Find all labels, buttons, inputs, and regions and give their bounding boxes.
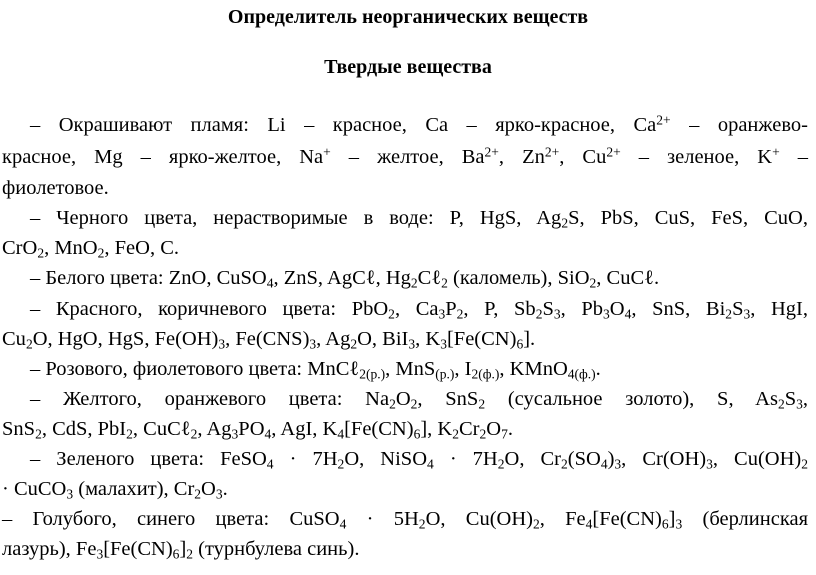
text-line: красное, Mg – ярко-желтое, Na+ – желтое, $Ba^{2+}$, $Zn^{2+}$, $Cu^{2+}$ – зеленое, K+ –	[2, 144, 808, 168]
text-line: · CuCO$_3$ (малахит), $Cr_2O_3$.	[2, 478, 228, 502]
text-line: SnS$_2$, CdS, PbI$_2$, CuCℓ$_2$, $Ag_3PO_4$, AgI, $K_4[Fe(CN)_6]$, $K_2Cr_2O_7$.	[2, 418, 513, 442]
page-title: Определитель неорганических веществ	[227, 6, 589, 28]
text-line: – Зеленого цвета: FeSO$_4$ · $7H_2O$, NiSO$_4$ · $7H_2O$, $Cr_2(SO_4)_3$, $Cr(OH)_3$, $Cu(OH)_2$	[30, 448, 808, 472]
text-line: – Окрашивают пламя: Li – красное, Ca – ярко-красное, $Ca^{2+}$ – оранжево-	[30, 112, 808, 136]
text-line: – Голубого, синего цвета: CuSO$_4$ · $5H_2O$, $Cu(OH)_2$, $Fe_4[Fe(CN)_6]_3$ (берлинская	[2, 508, 809, 532]
text-line: фиолетовое.	[2, 177, 109, 199]
text-line: лазурь), $Fe_3[Fe(CN)_6]_2$ (турнбулева синь).	[2, 538, 360, 562]
text-line: – Черного цвета, нерастворимые в воде: P, HgS, $Ag_2S$, PbS, CuS, FeS, CuO,	[30, 207, 808, 231]
text-line: – Белого цвета: ZnO, CuSO$_4$, ZnS, AgCℓ, $Hg_2C\ell_2$ (каломель), SiO$_2$, CuCℓ.	[30, 267, 660, 291]
text-line: – Розового, фиолетового цвета: MnCℓ$_{2(р.)}$, MnS$_{(р.)}$, $I_{2(ф.)}$, KMnO$_{4(ф.)}$.	[30, 358, 601, 382]
text-line: – Желтого, оранжевого цвета: $Na_2O_2$, SnS$_2$ (сусальное золото), S, $As_2S_3$,	[30, 388, 809, 412]
section-title: Твердые вещества	[324, 56, 492, 78]
text-line: CrO$_2$, MnO$_2$, FeO, C.	[2, 237, 179, 261]
text-line: – Красного, коричневого цвета: PbO$_2$, $Ca_3P_2$, P, $Sb_2S_3$, $Pb_3O_4$, SnS, $Bi_2S_3$, HgI,	[30, 298, 808, 322]
text-line: $Cu_2O$, HgO, HgS, $Fe(OH)_3$, $Fe(CNS)_3$, $Ag_2O$, BiI$_3$, $K_3[Fe(CN)_6]$.	[2, 328, 536, 352]
